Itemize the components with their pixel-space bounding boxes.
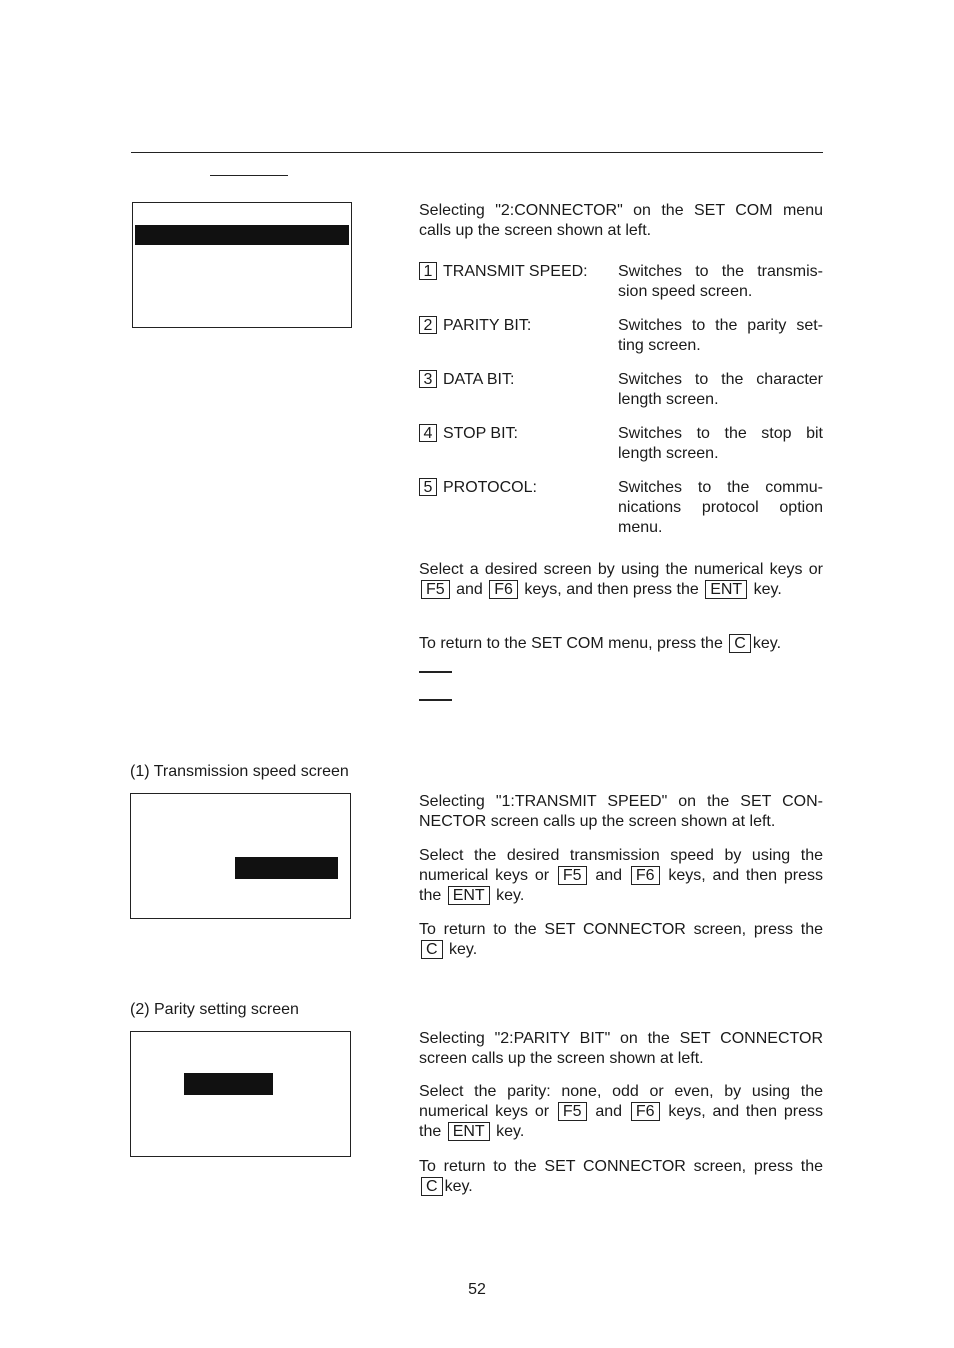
item-label: DATA BIT: [443,371,515,388]
item-label: PROTOCOL: [443,479,537,496]
menu-item-parity-bit [419,316,614,336]
parity-select-instruction [419,1082,823,1142]
key-f6: F6 [489,580,518,599]
parity-screen-figure [130,1031,351,1157]
transmission-screen-figure [130,793,351,919]
parity-intro: Selecting "2:PARITY BIT" on the SET CONNECTOR screen calls up the screen shown at left. [419,1030,823,1067]
text: and [456,581,483,598]
key-f6: F6 [631,1102,660,1121]
text: keys, and then press the [524,581,699,598]
key-c: C [421,1177,443,1196]
key-ent: ENT [448,1122,490,1141]
menu-item-data-bit [419,370,614,390]
transmission-return-instruction [419,920,823,960]
key-f5: F5 [558,1102,587,1121]
key-2: 2 [419,316,437,334]
text: key. [752,635,782,652]
heading-underline [210,175,288,176]
note-dash [419,699,452,701]
key-ent: ENT [448,886,490,905]
text: keys, and then press the [419,1103,823,1140]
item-desc-stop-bit: Switches to the stop bit length screen. [618,425,823,462]
text: and [595,1103,623,1120]
text: key. [449,941,478,958]
key-c: C [729,634,751,653]
text: key. [496,1123,525,1140]
transmission-caption: (1) Transmission speed screen [130,763,349,780]
highlighted-value [184,1073,273,1095]
highlighted-menu-row [135,225,349,245]
text: key. [496,887,525,904]
key-1: 1 [419,262,437,280]
connector-return-instruction [419,634,823,654]
text: and [595,867,623,884]
connector-select-instruction [419,560,823,600]
text: To return to the SET CONNECTOR screen, press the [419,921,823,938]
menu-item-transmit-speed [419,262,614,282]
item-desc-protocol: Switches to the commu-nications protocol option menu. [618,479,823,536]
text: Select the parity: none, odd or even, by using the numerical keys or [419,1083,823,1120]
transmission-select-instruction [419,846,823,906]
text: key. [444,1178,473,1195]
key-c: C [421,940,443,959]
connector-screen-figure [132,202,352,328]
text: Select the desired transmission speed by using the numerical keys or [419,847,823,884]
highlighted-value [235,857,338,879]
parity-caption: (2) Parity setting screen [130,1001,299,1018]
item-label: TRANSMIT SPEED: [443,263,588,280]
item-desc-data-bit: Switches to the character length screen. [618,371,823,408]
parity-return-instruction [419,1157,823,1197]
header-rule [131,152,823,153]
text: To return to the SET CONNECTOR screen, press the [419,1158,823,1175]
text: Select a desired screen by using the numerical keys or [419,561,823,578]
key-f6: F6 [631,866,660,885]
note-dash [419,671,452,673]
item-label: PARITY BIT: [443,317,532,334]
key-3: 3 [419,370,437,388]
key-f5: F5 [421,580,450,599]
item-desc-transmit-speed: Switches to the transmis-sion speed screen. [618,263,823,300]
menu-item-protocol [419,478,614,498]
item-desc-parity-bit: Switches to the parity set-ting screen. [618,317,823,354]
key-5: 5 [419,478,437,496]
text: keys, and then press the [419,867,823,904]
key-4: 4 [419,424,437,442]
page-number: 52 [468,1281,486,1298]
text: To return to the SET COM menu, press the [419,635,723,652]
item-label: STOP BIT: [443,425,518,442]
transmission-intro: Selecting "1:TRANSMIT SPEED" on the SET CON-NECTOR screen calls up the screen shown at left. [419,793,823,830]
text: key. [753,581,782,598]
menu-item-stop-bit [419,424,614,444]
key-ent: ENT [705,580,747,599]
connector-intro: Selecting "2:CONNECTOR" on the SET COM menu calls up the screen shown at left. [419,202,823,239]
key-f5: F5 [558,866,587,885]
